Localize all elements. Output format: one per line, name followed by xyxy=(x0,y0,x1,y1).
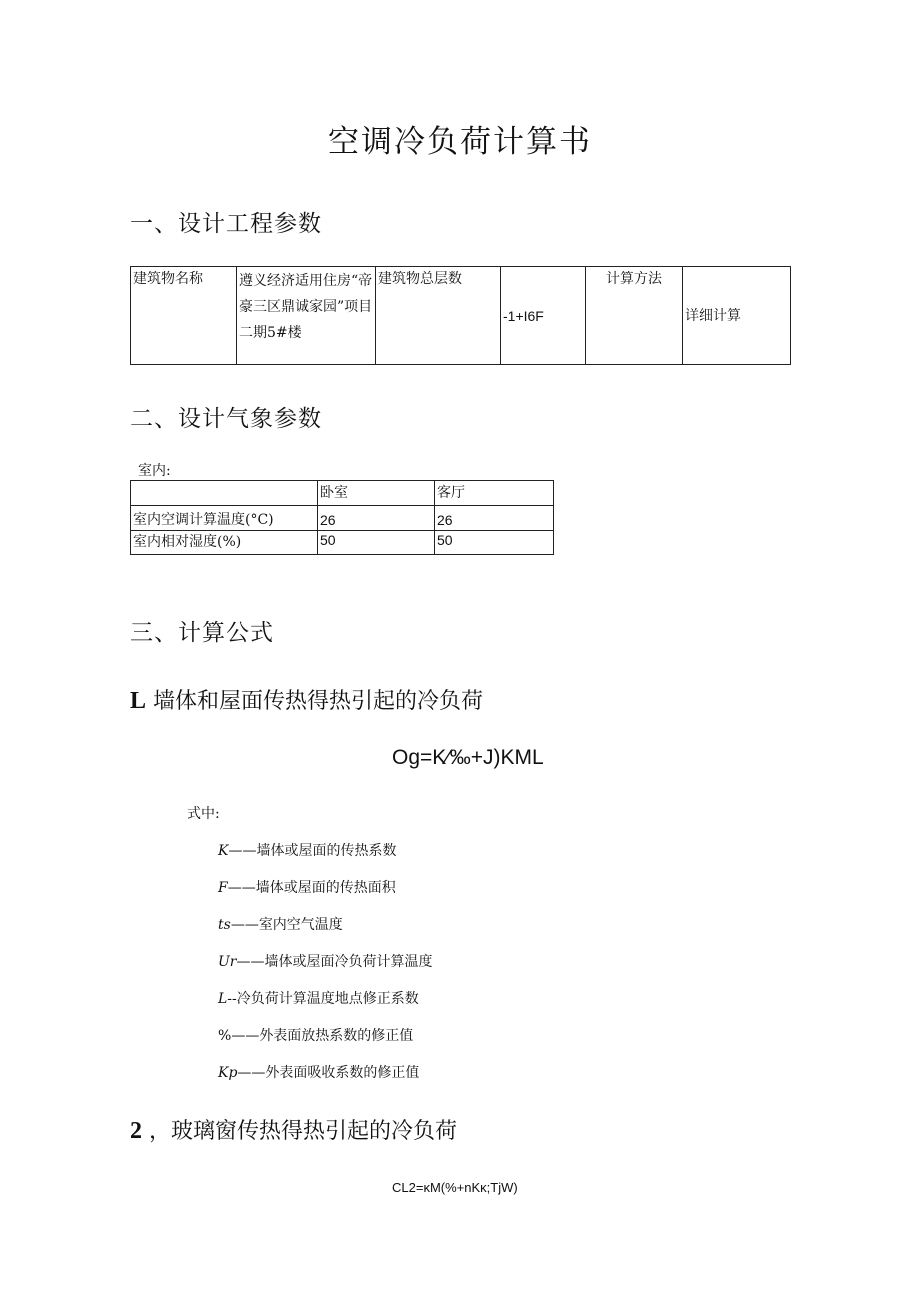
indoor-label: 室内: xyxy=(138,463,171,479)
definition-text: ——外表面放热系数的修正值 xyxy=(231,1028,414,1044)
definition-item xyxy=(218,988,419,1008)
definition-symbol: ts xyxy=(218,917,231,933)
row-humidity-bedroom: 50 xyxy=(318,531,435,555)
header-bedroom: 卧室 xyxy=(318,481,435,506)
subsection1-number: L xyxy=(130,688,147,714)
definition-item xyxy=(218,877,396,897)
section1-heading: 一、设计工程参数 xyxy=(130,211,322,237)
subsection2-heading xyxy=(130,1114,457,1145)
definition-symbol: F xyxy=(218,880,228,896)
definition-symbol: % xyxy=(218,1028,232,1044)
definition-text: --冷负荷计算温度地点修正系数 xyxy=(227,991,419,1007)
definition-text: ——室内空气温度 xyxy=(230,917,343,933)
wall-cooling-load-formula: Og=K∕‰+J)KML xyxy=(392,746,544,769)
row-humidity-living: 50 xyxy=(435,531,554,555)
definition-symbol: L xyxy=(218,991,228,1007)
definition-item xyxy=(218,1062,419,1082)
method-label: 计算方法 xyxy=(586,267,683,365)
project-params-table xyxy=(130,266,791,365)
row-temp-bedroom: 26 xyxy=(318,506,435,531)
window-cooling-load-formula: CL2=κM(%+nKκ;TjW) xyxy=(392,1180,518,1195)
where-label: 式中: xyxy=(187,806,220,822)
definition-text: ——墙体或屋面冷负荷计算温度 xyxy=(236,954,433,970)
definition-item xyxy=(218,1025,413,1045)
subsection2-title: ，玻璃窗传热得热引起的冷负荷 xyxy=(149,1119,458,1144)
building-name-label: 建筑物名称 xyxy=(131,267,237,365)
row-temp-living: 26 xyxy=(435,506,554,531)
row-temp-label: 室内空调计算温度(°C) xyxy=(131,506,318,531)
subsection1-heading xyxy=(130,684,483,715)
floors-value: -1+I6F xyxy=(501,267,586,365)
definition-item xyxy=(218,914,343,934)
climate-params-table xyxy=(130,480,554,555)
definition-item xyxy=(218,840,396,860)
floors-label: 建筑物总层数 xyxy=(376,267,501,365)
definition-item xyxy=(218,951,433,971)
definition-symbol: Ur xyxy=(218,954,237,970)
header-empty-cell xyxy=(131,481,318,506)
definition-symbol: Kp xyxy=(218,1065,238,1081)
subsection1-title: 墙体和屋面传热得热引起的冷负荷 xyxy=(153,689,484,714)
document-title: 空调冷负荷计算书 xyxy=(328,124,592,160)
section3-heading: 三、计算公式 xyxy=(130,620,274,646)
section2-heading: 二、设计气象参数 xyxy=(130,406,322,432)
method-value: 详细计算 xyxy=(683,267,791,365)
subsection2-number: 2 xyxy=(130,1118,142,1144)
definition-text: ——墙体或屋面的传热面积 xyxy=(227,880,396,896)
definition-text: ——外表面吸收系数的修正值 xyxy=(237,1065,420,1081)
row-humidity-label: 室内相对湿度(%) xyxy=(131,531,318,555)
definition-text: ——墙体或屋面的传热系数 xyxy=(228,843,397,859)
header-living-room: 客厅 xyxy=(435,481,554,506)
building-name-value: 遵义经济适用住房“帝豪三区鼎诚家园”项目二期5#楼 xyxy=(237,267,376,365)
definition-symbol: K xyxy=(218,843,229,859)
